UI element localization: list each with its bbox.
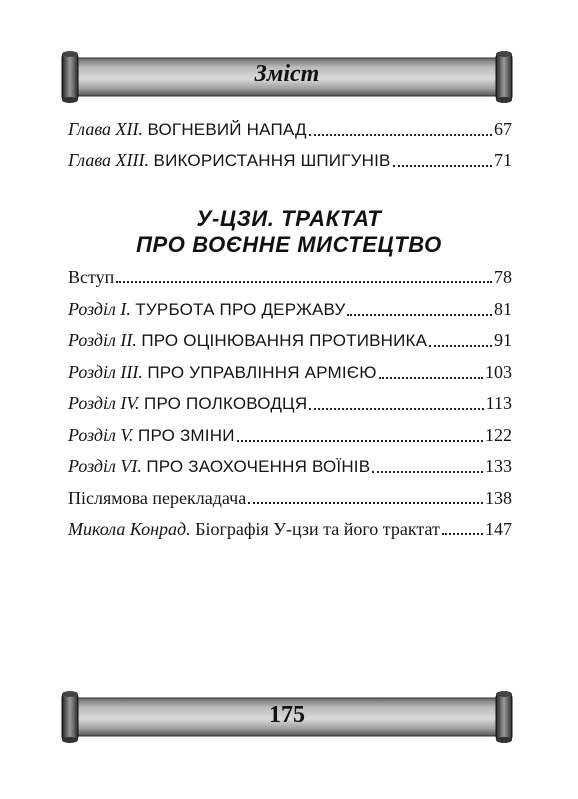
- toc-entry-page: 122: [485, 424, 512, 445]
- toc-entry: [68, 424, 512, 447]
- toc-entry-title: Післямова перекладача: [68, 487, 247, 508]
- toc-entry-title: Вступ: [68, 267, 115, 287]
- leader-dots: [372, 468, 483, 473]
- leader-dots: [309, 131, 492, 136]
- leader-dots: [442, 530, 483, 535]
- toc-entry-page: 133: [485, 456, 512, 476]
- toc-entry-page: 103: [485, 361, 512, 382]
- toc-entry: [68, 266, 512, 288]
- toc-entry-lead: Глава XII.: [68, 119, 144, 139]
- toc-entry-title: ТУРБОТА ПРО ДЕРЖАВУ: [135, 299, 346, 319]
- page-number: 175: [269, 702, 305, 728]
- toc-entry-title: Біографія У-цзи та його трактат: [195, 519, 440, 539]
- toc-entry-title: ВИКОРИСТАННЯ ШПИГУНІВ: [153, 151, 391, 170]
- toc-entry: [68, 487, 512, 509]
- toc-entry-page: 138: [485, 487, 512, 508]
- leader-dots: [347, 311, 492, 316]
- toc-entry-lead: Розділ IV.: [68, 393, 140, 413]
- toc-entry: [68, 392, 512, 415]
- toc-entry: [68, 518, 512, 540]
- toc-entry-lead: Розділ ІІ.: [68, 330, 137, 350]
- toc-entry-page: 67: [494, 119, 512, 139]
- footer-scroll-banner: [58, 690, 516, 744]
- toc-entry-lead: Розділ І.: [68, 298, 131, 319]
- section-heading-line2: ПРО ВОЄННЕ МИСТЕЦТВО: [136, 232, 442, 257]
- toc-entry-title: ПРО УПРАВЛІННЯ АРМІЄЮ: [147, 362, 377, 382]
- toc-entry-title: ПРО ЗМІНИ: [138, 425, 235, 445]
- toc-entry-title: ПРО ПОЛКОВОДЦЯ: [144, 394, 308, 413]
- leader-dots: [393, 162, 492, 167]
- toc-entry: [68, 455, 512, 478]
- toc-entry: [68, 149, 512, 172]
- toc-entry-page: 147: [485, 519, 512, 539]
- toc-entry-lead: Глава XIII.: [68, 150, 150, 170]
- leader-dots: [309, 405, 483, 410]
- toc-entry-page: 81: [494, 298, 512, 319]
- toc-entry: [68, 361, 512, 384]
- leader-dots: [248, 499, 483, 504]
- toc-entry-title: ПРО ОЦІНЮВАННЯ ПРОТИВНИКА: [141, 331, 428, 350]
- leader-dots: [116, 278, 492, 283]
- toc-entry-lead: Микола Конрад.: [68, 519, 191, 539]
- header-scroll-banner: [58, 50, 516, 104]
- contents-title: Зміст: [254, 61, 320, 87]
- toc-entry-page: 78: [494, 267, 512, 287]
- toc-entry-title: ПРО ЗАОХОЧЕННЯ ВОЇНІВ: [146, 457, 371, 476]
- toc-entry: [68, 298, 512, 321]
- toc-entry: [68, 118, 512, 141]
- toc-entry: [68, 329, 512, 352]
- toc-entry-lead: Розділ V.: [68, 424, 134, 445]
- toc-entry-page: 113: [485, 393, 512, 413]
- toc-entry-title: ВОГНЕВИЙ НАПАД: [147, 120, 307, 139]
- toc-entry-lead: Розділ ІІІ.: [68, 361, 143, 382]
- leader-dots: [237, 437, 483, 442]
- toc-entry-page: 71: [494, 150, 512, 170]
- section-heading-line1: У-ЦЗИ. ТРАКТАТ: [196, 206, 382, 231]
- leader-dots: [379, 374, 483, 379]
- toc-entry-page: 91: [494, 330, 512, 350]
- leader-dots: [429, 342, 492, 347]
- toc-entry-lead: Розділ VI.: [68, 456, 142, 476]
